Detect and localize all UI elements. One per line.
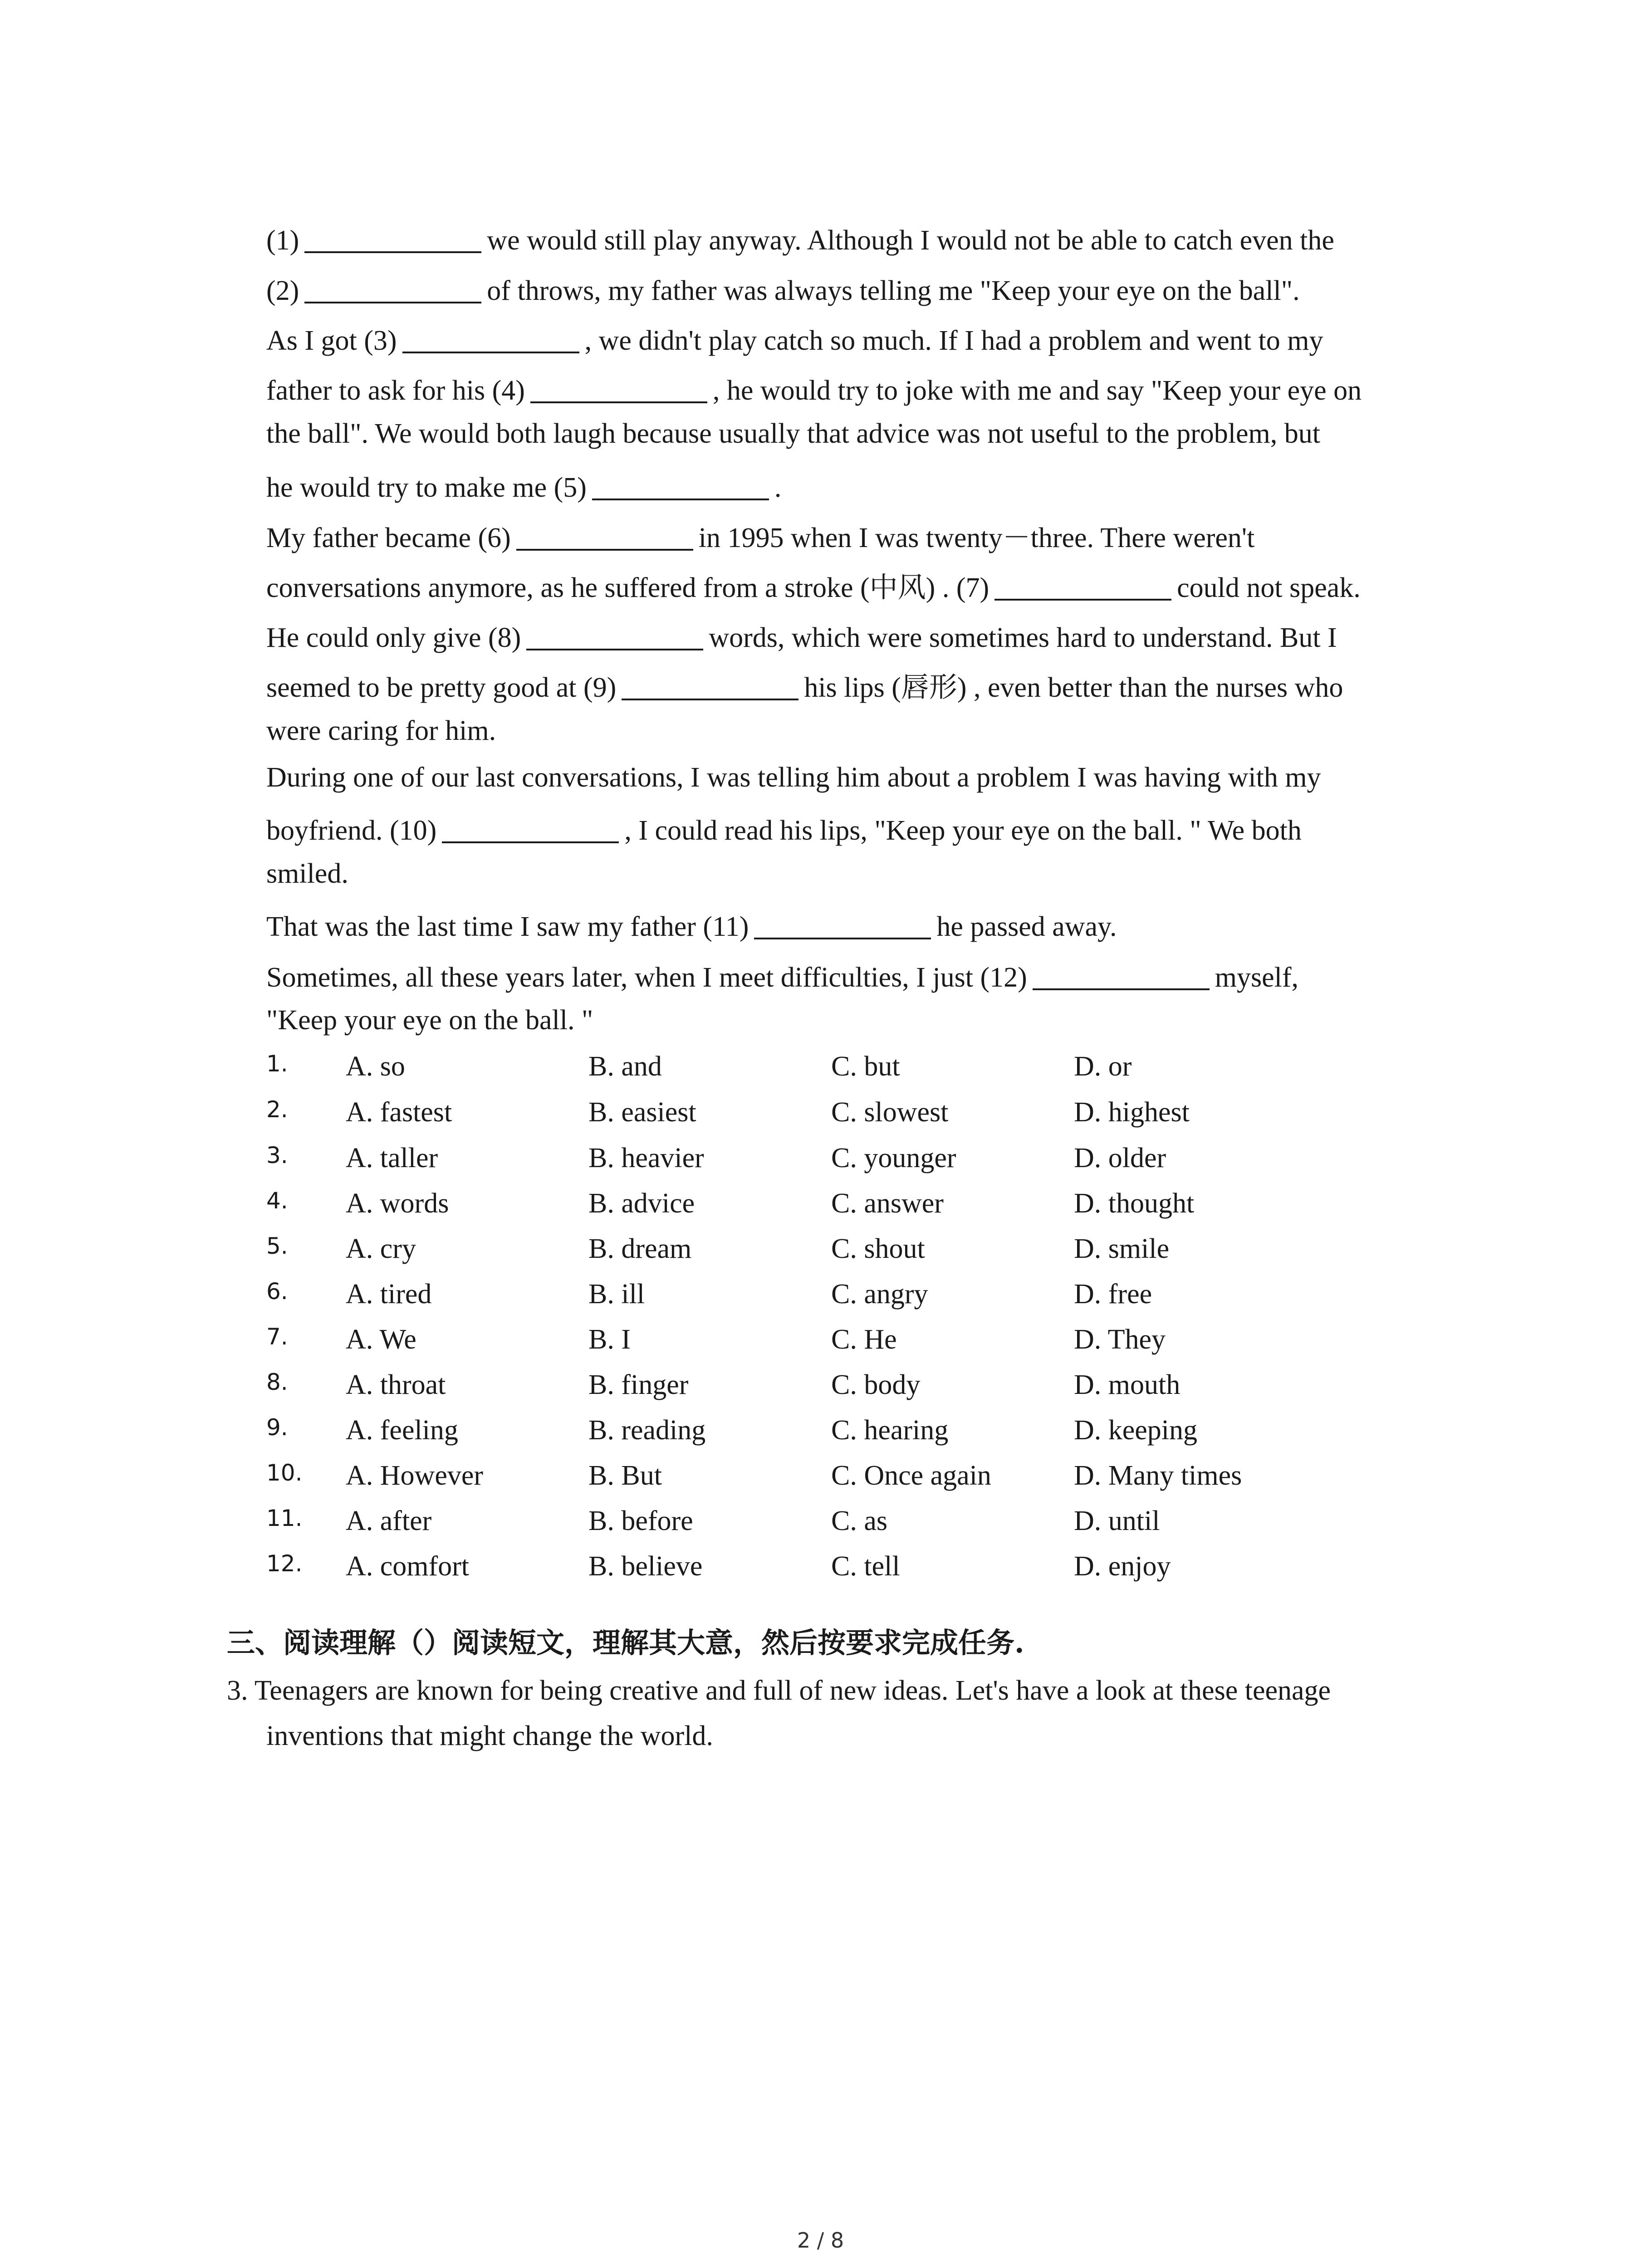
option-b: B. easiest	[588, 1097, 696, 1128]
option-row	[266, 1461, 1446, 1498]
question-number: 11.	[266, 1505, 303, 1531]
blank-12	[1033, 960, 1210, 990]
passage-line	[266, 717, 1455, 745]
question-number: 10.	[266, 1460, 303, 1486]
blank-11	[754, 909, 931, 939]
option-row	[266, 1416, 1446, 1452]
option-row	[266, 1098, 1446, 1134]
blank-1	[304, 223, 481, 253]
option-b: B. ill	[588, 1279, 645, 1310]
passage-line	[266, 521, 1455, 552]
line-text: (1)	[266, 225, 299, 256]
passage-line	[266, 323, 1455, 355]
blank-8	[526, 621, 703, 650]
option-c: C. hearing	[831, 1415, 949, 1446]
option-c: C. but	[831, 1051, 900, 1082]
option-a: A. words	[346, 1188, 449, 1219]
option-row	[266, 1371, 1446, 1407]
question-3-line-2: inventions that might change the world.	[266, 1721, 713, 1751]
option-row	[266, 1552, 1446, 1589]
line-text: he would try to make me (5)	[266, 472, 587, 503]
line-text: conversations anymore, as he suffered from a stroke (中风) . (7)	[266, 572, 989, 603]
line-text: , we didn't play catch so much. If I had a problem and went to my	[584, 325, 1323, 356]
option-a: A. We	[346, 1324, 416, 1355]
line-text: he passed away.	[936, 911, 1117, 942]
line-text: were caring for him.	[266, 715, 496, 746]
blank-7	[994, 571, 1171, 601]
option-row	[266, 1189, 1446, 1226]
line-text: , he would try to joke with me and say "Keep your eye on	[712, 375, 1362, 406]
option-c: C. Once again	[831, 1460, 991, 1491]
option-a: A. tired	[346, 1279, 432, 1310]
line-text: boyfriend. (10)	[266, 815, 437, 846]
option-d: D. enjoy	[1074, 1551, 1171, 1582]
option-b: B. reading	[588, 1415, 706, 1446]
blank-4	[530, 373, 707, 403]
blank-3	[402, 323, 579, 353]
option-c: C. body	[831, 1369, 921, 1400]
blank-9	[622, 670, 798, 700]
option-d: D. They	[1074, 1324, 1166, 1355]
option-a: A. feeling	[346, 1415, 458, 1446]
option-a: A. However	[346, 1460, 484, 1491]
option-row	[266, 1144, 1446, 1180]
passage-line	[266, 860, 1455, 888]
blank-5	[592, 470, 769, 500]
question-number: 12.	[266, 1550, 303, 1577]
line-text: My father became (6)	[266, 523, 511, 553]
option-b: B. advice	[588, 1188, 695, 1219]
line-text: (2)	[266, 275, 299, 306]
option-c: C. answer	[831, 1188, 944, 1219]
option-row	[266, 1235, 1446, 1271]
passage-line	[266, 621, 1455, 652]
line-text: seemed to be pretty good at (9)	[266, 672, 617, 703]
option-row	[266, 1052, 1446, 1089]
question-number: 7.	[266, 1324, 288, 1350]
option-a: A. so	[346, 1051, 405, 1082]
line-text: He could only give (8)	[266, 622, 521, 653]
question-number: 5.	[266, 1233, 288, 1259]
line-text: we would still play anyway. Although I would not be able to catch even the	[487, 225, 1334, 256]
option-row	[266, 1280, 1446, 1316]
option-c: C. tell	[831, 1551, 900, 1582]
option-b: B. dream	[588, 1233, 692, 1264]
line-text: As I got (3)	[266, 325, 397, 356]
passage-line	[266, 223, 1455, 254]
passage-line	[266, 571, 1455, 602]
option-d: D. keeping	[1074, 1415, 1198, 1446]
option-c: C. younger	[831, 1143, 956, 1173]
option-a: A. fastest	[346, 1097, 452, 1128]
option-row	[266, 1507, 1446, 1543]
option-d: D. free	[1074, 1279, 1152, 1310]
line-text: "Keep your eye on the ball. "	[266, 1005, 593, 1036]
passage-line	[266, 470, 1455, 502]
passage-line	[266, 373, 1455, 405]
option-d: D. smile	[1074, 1233, 1170, 1264]
passage-line	[266, 960, 1455, 992]
option-b: B. believe	[588, 1551, 703, 1582]
line-text: smiled.	[266, 858, 348, 889]
blank-10	[442, 813, 619, 843]
option-b: B. before	[588, 1505, 693, 1536]
line-text: could not speak.	[1177, 572, 1361, 603]
line-text: the ball". We would both laugh because usually that advice was not useful to the problem, but	[266, 418, 1320, 449]
line-text: father to ask for his (4)	[266, 375, 525, 406]
line-text: , I could read his lips, "Keep your eye on the ball. " We both	[624, 815, 1302, 846]
option-b: B. I	[588, 1324, 631, 1355]
option-row	[266, 1325, 1446, 1362]
option-d: D. or	[1074, 1051, 1132, 1082]
option-a: A. taller	[346, 1143, 438, 1173]
option-a: A. after	[346, 1505, 432, 1536]
passage-line	[266, 813, 1455, 845]
option-b: B. heavier	[588, 1143, 704, 1173]
option-a: A. cry	[346, 1233, 416, 1264]
option-b: B. and	[588, 1051, 662, 1082]
line-text: of throws, my father was always telling me "Keep your eye on the ball".	[487, 275, 1300, 306]
option-c: C. as	[831, 1505, 887, 1536]
blank-2	[304, 274, 481, 303]
question-number: 1.	[266, 1051, 288, 1077]
line-text: his lips (唇形) , even better than the nurses who	[804, 672, 1343, 703]
question-number: 3.	[266, 1142, 288, 1168]
passage-line	[266, 420, 1455, 448]
page-number: 2 / 8	[797, 2228, 844, 2253]
line-text: myself,	[1215, 962, 1299, 993]
question-3-line-1: 3. Teenagers are known for being creative and full of new ideas. Let's have a look at these teenage	[227, 1675, 1331, 1706]
question-number: 9.	[266, 1414, 288, 1441]
option-c: C. angry	[831, 1279, 928, 1310]
option-b: B. But	[588, 1460, 662, 1491]
option-c: C. slowest	[831, 1097, 949, 1128]
passage-line	[266, 670, 1455, 702]
option-c: C. shout	[831, 1233, 925, 1264]
option-c: C. He	[831, 1324, 897, 1355]
line-text: During one of our last conversations, I was telling him about a problem I was having with my	[266, 762, 1321, 793]
line-text: .	[774, 472, 782, 503]
option-d: D. Many times	[1074, 1460, 1242, 1491]
line-text: words, which were sometimes hard to understand. But I	[709, 622, 1337, 653]
question-number: 6.	[266, 1278, 288, 1305]
option-d: D. thought	[1074, 1188, 1195, 1219]
option-d: D. mouth	[1074, 1369, 1181, 1400]
question-number: 2.	[266, 1096, 288, 1123]
passage-line	[266, 1006, 1455, 1034]
question-number: 8.	[266, 1369, 288, 1395]
line-text: That was the last time I saw my father (11)	[266, 911, 749, 942]
option-d: D. until	[1074, 1505, 1160, 1536]
option-d: D. older	[1074, 1143, 1166, 1173]
question-number: 4.	[266, 1188, 288, 1214]
option-a: A. throat	[346, 1369, 446, 1400]
option-b: B. finger	[588, 1369, 689, 1400]
blank-6	[516, 521, 693, 551]
passage-line	[266, 274, 1455, 305]
line-text: Sometimes, all these years later, when I meet difficulties, I just (12)	[266, 962, 1027, 993]
line-text: in 1995 when I was twenty－three. There weren't	[698, 523, 1255, 553]
passage-line	[266, 763, 1455, 792]
option-a: A. comfort	[346, 1551, 470, 1582]
section-heading: 三、阅读理解（）阅读短文，理解其大意，然后按要求完成任务.	[227, 1626, 1024, 1659]
option-d: D. highest	[1074, 1097, 1190, 1128]
passage-line	[266, 909, 1455, 941]
